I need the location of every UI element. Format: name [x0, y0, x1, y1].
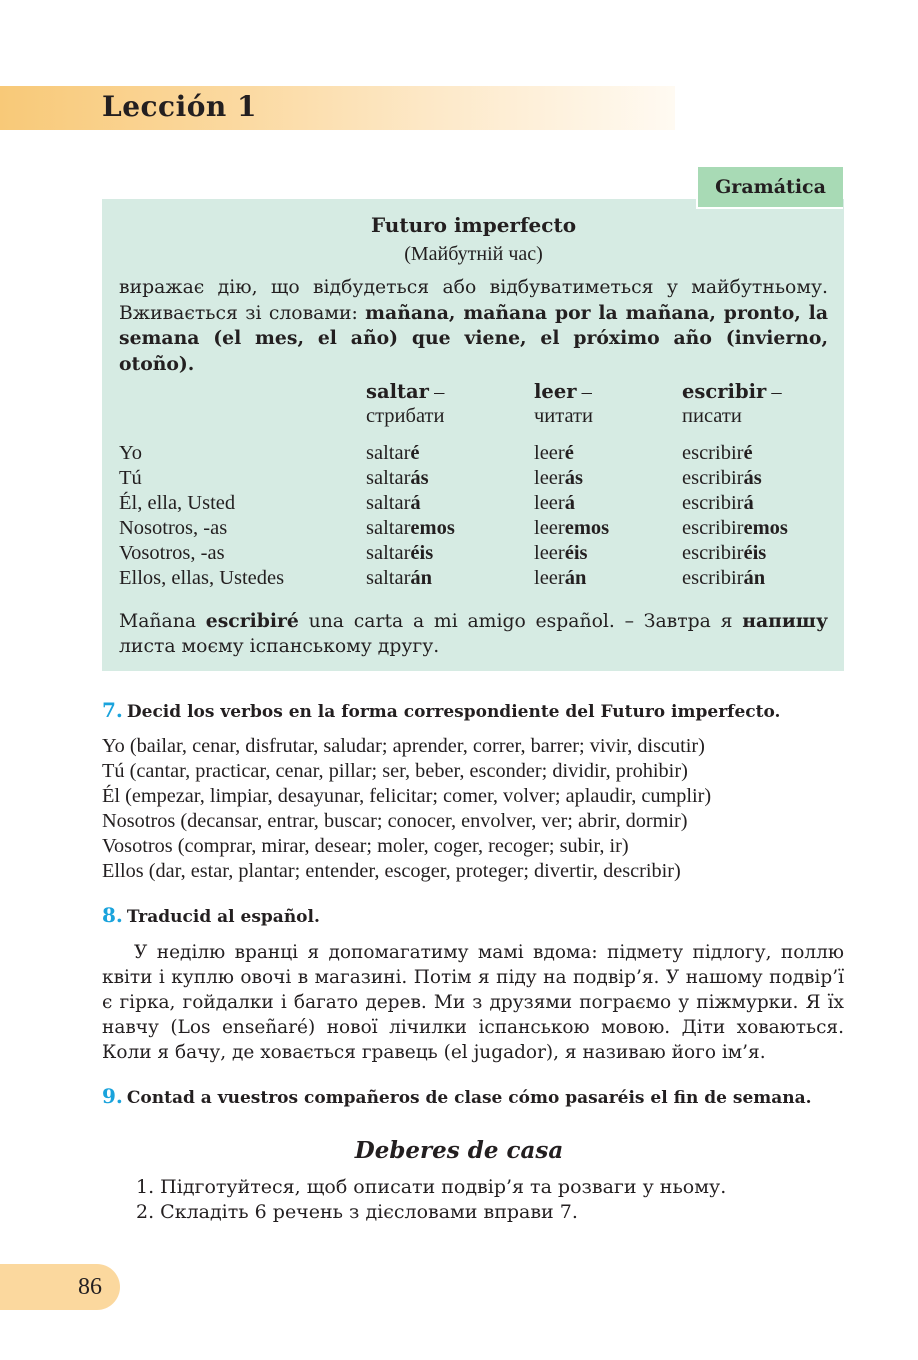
grammar-example: Mañana escribiré una carta a mi amigo español. – Завтра я напишу листа моєму іспанському другу. [119, 610, 829, 657]
task-7-list [102, 734, 711, 884]
verb-form: saltarás [366, 467, 429, 489]
grammar-tab: Gramática [696, 167, 843, 209]
task-number: 8. [102, 903, 123, 927]
conjugation-row [119, 491, 828, 516]
page-number: 86 [78, 1274, 102, 1300]
verb-header: saltar – [366, 380, 445, 403]
verb-form: leerán [534, 567, 587, 589]
conjugation-row [119, 441, 828, 466]
conjugation-row [119, 516, 828, 541]
task-instruction: Traducid al español. [126, 907, 320, 927]
pronoun: Vosotros, -as [119, 542, 225, 564]
conjugation-table [119, 379, 828, 589]
list-item: Ellos (dar, estar, plantar; entender, escoger, proteger; divertir, describir) [102, 860, 681, 882]
verb-translation-row [119, 404, 828, 429]
verb-form: escribirán [682, 567, 766, 589]
homework-item: 2. Складіть 6 речень з дієсловами вправи 7. [136, 1201, 578, 1223]
verb-translation: читати [534, 405, 593, 427]
verb-form: saltarán [366, 567, 433, 589]
verb-form: leeréis [534, 542, 588, 564]
verb-form: escribirá [682, 492, 754, 514]
task-number: 9. [102, 1084, 123, 1108]
verb-translation: писати [682, 405, 742, 427]
task-8-text: У неділю вранці я допомагатиму мамі вдома: підмету підлогу, поллю квіти і куплю овочі в магазині. Потім я піду на подвір’я. У нашому подвір’ї є гірка, гойдалки і багато дерев. Ми з друзями пограємо у піжмурки. Я їх навчу (Los enseñaré) нової лічилки іспанською мовою. Діти ховаються. Коли я бачу, де ховається гравець (el jugador), я називаю його ім’я. [102, 942, 844, 1063]
lesson-title: Lección 1 [102, 90, 257, 123]
grammar-box [102, 199, 844, 671]
list-item: Yo (bailar, cenar, disfrutar, saludar; aprender, correr, barrer; vivir, discutir) [102, 735, 705, 757]
verb-form: leerá [534, 492, 575, 514]
verb-header: escribir – [682, 380, 782, 403]
task-8-heading [102, 903, 320, 927]
pronoun: Yo [119, 442, 143, 464]
verb-form: saltaremos [366, 517, 455, 539]
verb-form: escribiréis [682, 542, 767, 564]
grammar-description-text: виражає дію, що відбудеться або відбуватиметься у майбутньому. Вживається зі словами: [119, 277, 828, 324]
homework-item: 1. Підготуйтеся, щоб описати подвір’я та розваги у ньому. [136, 1176, 727, 1198]
task-number: 7. [102, 698, 123, 722]
list-item: Nosotros (decansar, entrar, buscar; conocer, envolver, ver; abrir, dormir) [102, 810, 688, 832]
pronoun: Nosotros, -as [119, 517, 228, 539]
grammar-subtitle: (Майбутній час) [404, 243, 543, 265]
conjugation-row [119, 466, 828, 491]
pronoun: Tú [119, 467, 142, 489]
verb-header-row [119, 379, 828, 404]
grammar-title: Futuro imperfecto [370, 213, 577, 237]
grammar-time-expressions: mañana, mañana por la mañana, pronto, la semana (el mes, el año) que viene, el próximo año (invierno, otoño). [119, 301, 828, 375]
homework-title: Deberes de casa [354, 1137, 564, 1164]
conjugation-row [119, 566, 828, 591]
verb-form: leeremos [534, 517, 610, 539]
pronoun: Ellos, ellas, Ustedes [119, 567, 285, 589]
task-9-heading [102, 1084, 812, 1108]
conjugation-row [119, 541, 828, 566]
verb-translation: стрибати [366, 405, 445, 427]
verb-form: escribirás [682, 467, 762, 489]
verb-form: leeré [534, 442, 574, 464]
list-item: Tú (cantar, practicar, cenar, pillar; ser, beber, esconder; dividir, prohibir) [102, 760, 688, 782]
verb-form: saltaré [366, 442, 420, 464]
verb-form: escribiremos [682, 517, 788, 539]
grammar-description [119, 276, 828, 377]
list-item: Él (empezar, limpiar, desayunar, felicitar; comer, volver; aplaudir, cumplir) [102, 785, 712, 807]
task-instruction: Contad a vuestros compañeros de clase cómo pasaréis el fin de semana. [126, 1088, 812, 1108]
page-number-tab [0, 1264, 120, 1310]
verb-form: escribiré [682, 442, 753, 464]
verb-header: leer – [534, 380, 592, 403]
verb-form: saltaréis [366, 542, 434, 564]
pronoun: Él, ella, Usted [119, 492, 236, 514]
task-instruction: Decid los verbos en la forma correspondiente del Futuro imperfecto. [126, 702, 781, 722]
list-item: Vosotros (comprar, mirar, desear; moler, coger, recoger; subir, ir) [102, 835, 629, 857]
task-7-heading [102, 698, 780, 722]
verb-form: leerás [534, 467, 583, 489]
verb-form: saltará [366, 492, 421, 514]
